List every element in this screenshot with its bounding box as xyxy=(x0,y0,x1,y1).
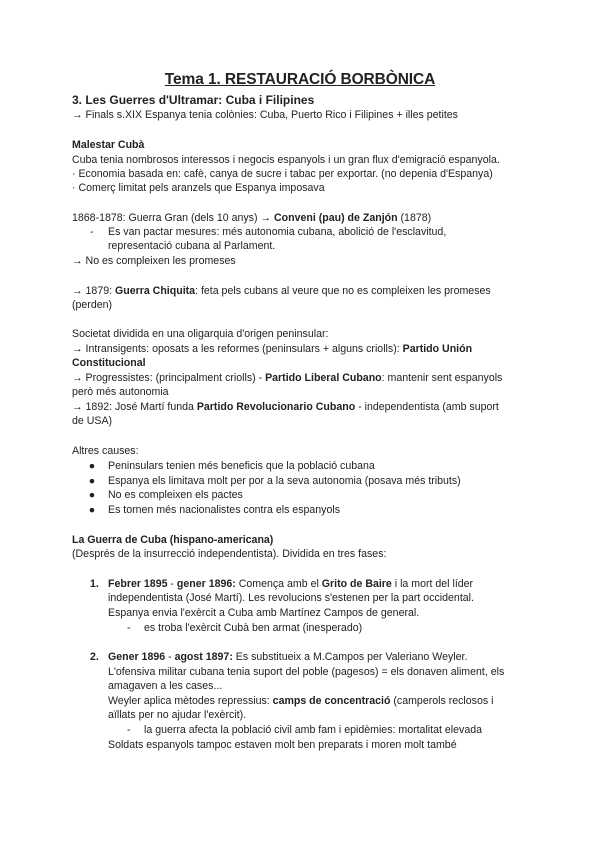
phase-number: 2. xyxy=(90,651,99,663)
text-run: Weyler aplica mètodes repressius: xyxy=(108,695,273,707)
text-run: 1868-1878: Guerra Gran (dels 10 anys) → xyxy=(72,212,274,224)
guerra-gran-detail: Es van pactar mesures: més autonomia cubana, abolició de l'esclavitud, xyxy=(108,226,447,238)
bullet-icon: ● xyxy=(88,489,96,501)
phase-start-date: Febrer 1895 xyxy=(108,578,168,590)
text-run: : feta pels cubans al veure que no es compleixen les promeses xyxy=(195,285,491,297)
chiquita-line xyxy=(72,284,491,298)
text-run: Comença amb el xyxy=(235,578,322,590)
text-run: → 1879: xyxy=(72,285,115,297)
dash-marker: - xyxy=(90,226,94,238)
partido-revolucionario: Partido Revolucionario Cubano xyxy=(196,401,356,413)
list-item: Espanya els limitava molt per por a la seva autonomia (posava més tributs) xyxy=(108,475,461,487)
phase-start-date: Gener 1896 xyxy=(108,651,166,663)
phase-line xyxy=(108,650,467,664)
societat-line xyxy=(72,342,472,356)
phase-line: Espanya envia l'exèrcit a Cuba amb Martínez Campos de general. xyxy=(108,607,420,619)
chiquita-line: (perden) xyxy=(72,299,113,311)
camps-concentracio: camps de concentració xyxy=(272,695,391,707)
text-run: → Intransigents: oposats a les reformes (peninsulars + alguns criolls): xyxy=(72,343,403,355)
list-item: Peninsulars tenien més beneficis que la població cubana xyxy=(108,460,375,472)
phase-line: independentista (José Martí). Les revolucions s'estenen per la part occidental. xyxy=(108,592,474,604)
list-item: No es compleixen els pactes xyxy=(108,489,243,501)
bullet-icon: ● xyxy=(88,504,96,516)
partido-union-cont: Constitucional xyxy=(72,357,146,369)
societat-line xyxy=(72,400,499,414)
societat-line: però més autonomia xyxy=(72,386,169,398)
guerra-gran-line xyxy=(72,211,431,225)
phase-subitem: la guerra afecta la població civil amb fam i epidèmies: mortalitat elevada xyxy=(144,724,482,736)
dash-marker: - xyxy=(127,622,131,634)
text-run: - xyxy=(167,578,177,590)
phase-end-date: agost 1897: xyxy=(174,651,233,663)
list-item: Es tornen més nacionalistes contra els espanyols xyxy=(108,504,341,516)
societat-line: Societat dividida en una oligarquia d'origen peninsular: xyxy=(72,328,329,340)
guerra-cuba-sub: (Després de la insurrecció independentista). Dividida en tres fases: xyxy=(72,548,387,560)
text-run: : mantenir sent espanyols xyxy=(381,372,503,384)
phase-line xyxy=(108,694,493,708)
partido-liberal: Partido Liberal Cubano xyxy=(265,372,382,384)
guerra-chiquita: Guerra Chiquita xyxy=(115,285,196,297)
partido-union: Partido Unión xyxy=(402,343,473,355)
societat-line: de USA) xyxy=(72,415,113,427)
grito-de-baire: Grito de Baire xyxy=(321,578,392,590)
text-run: - xyxy=(165,651,175,663)
guerra-gran-detail: representació cubana al Parlament. xyxy=(108,240,276,252)
malestar-line: · Economia basada en: cafè, canya de sucre i tabac per exportar. (no depenia d'Espanya) xyxy=(72,168,493,180)
guerra-gran-result: → No es compleixen les promeses xyxy=(72,255,236,267)
section-heading: 3. Les Guerres d'Ultramar: Cuba i Filipines xyxy=(72,93,315,107)
section-intro: → Finals s.XIX Espanya tenia colònies: Cuba, Puerto Rico i Filipines + illes petites xyxy=(72,109,458,121)
guerra-cuba-heading: La Guerra de Cuba (hispano-americana) xyxy=(72,534,274,546)
text-run: Es substitueix a M.Campos per Valeriano Weyler. xyxy=(232,651,468,663)
altres-heading: Altres causes: xyxy=(72,445,139,457)
phase-line: aïllats per no ajudar l'exèrcit). xyxy=(108,709,247,721)
text-run: (1878) xyxy=(397,212,432,224)
text-run: - independentista (amb suport xyxy=(355,401,499,413)
bullet-icon: ● xyxy=(88,475,96,487)
text-run: i la mort del líder xyxy=(391,578,474,590)
phase-subitem: es troba l'exèrcit Cubà ben armat (inesperado) xyxy=(144,622,363,634)
societat-line xyxy=(72,371,502,385)
conveni-zanjon: Conveni (pau) de Zanjón xyxy=(273,212,398,224)
phase-line: L'ofensiva militar cubana tenia suport del poble (pagesos) = els donaven aliment, els xyxy=(108,666,505,678)
phase-line: Soldats espanyols tampoc estaven molt ben preparats i moren molt també xyxy=(108,739,457,751)
text-run: (camperols reclosos i xyxy=(390,695,494,707)
malestar-line: · Comerç limitat pels aranzels que Espanya imposava xyxy=(72,182,325,194)
dash-marker: - xyxy=(127,724,131,736)
malestar-line: Cuba tenia nombrosos interessos i negocis espanyols i un gran flux d'emigració espanyola. xyxy=(72,154,500,166)
text-run: → Progressistes: (principalment criolls) - xyxy=(72,372,266,384)
phase-number: 1. xyxy=(90,578,99,590)
phase-line: amagaven a les cases... xyxy=(108,680,223,692)
text-run: → 1892: José Martí funda xyxy=(72,401,197,413)
phase-end-date: gener 1896: xyxy=(176,578,236,590)
page-title: Tema 1. RESTAURACIÓ BORBÒNICA xyxy=(164,71,436,88)
phase-line xyxy=(108,577,473,591)
bullet-icon: ● xyxy=(88,460,96,472)
malestar-heading: Malestar Cubà xyxy=(72,139,145,151)
